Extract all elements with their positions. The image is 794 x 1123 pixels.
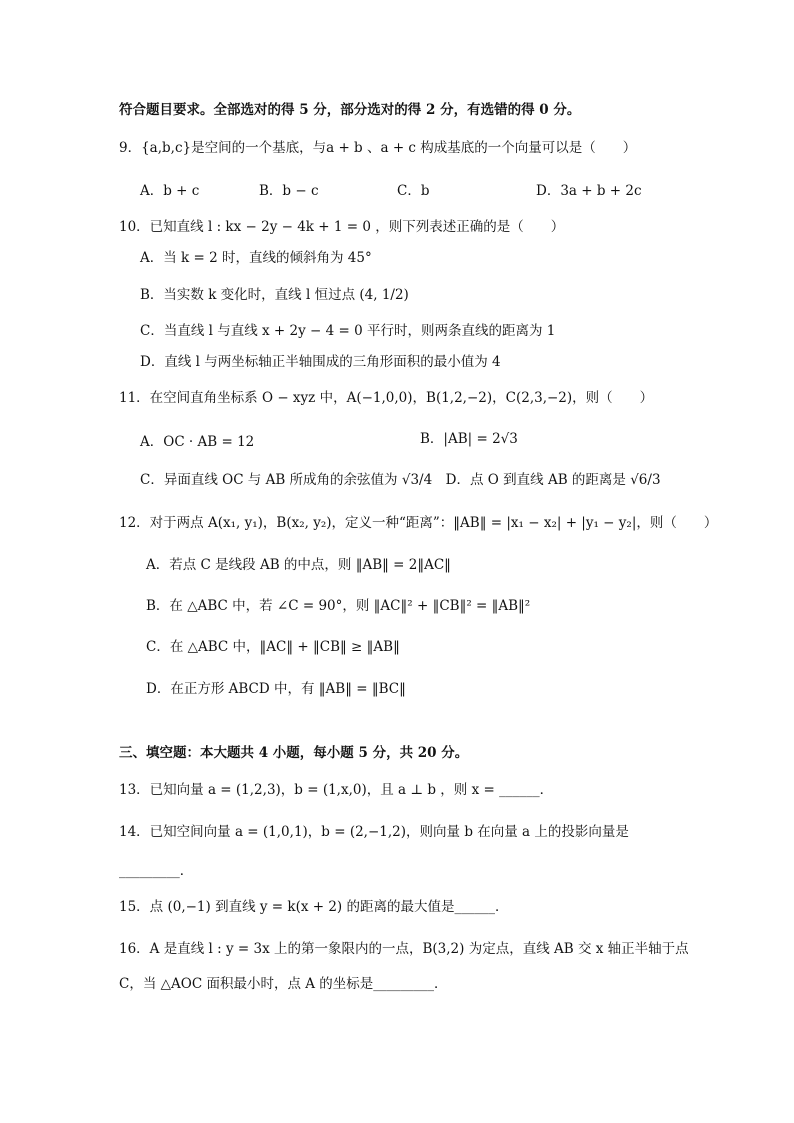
- question-9-option-c: C．b: [397, 183, 430, 199]
- question-14-line-2: _________．: [119, 863, 194, 879]
- question-11-option-b: B．|AB| = 2√3: [420, 431, 518, 447]
- question-10-option-d: D．直线 l 与两坐标轴正半轴围成的三角形面积的最小值为 4: [140, 354, 501, 370]
- question-10-option-a: A．当 k = 2 时，直线的倾斜角为 45°: [140, 250, 372, 266]
- question-9-option-d: D．3a + b + 2c: [536, 183, 642, 199]
- question-10-option-c: C．当直线 l 与直线 x + 2y − 4 = 0 平行时，则两条直线的距离为 1: [140, 323, 556, 339]
- question-15: 15．点 (0,−1) 到直线 y = k(x + 2) 的距离的最大值是______．: [119, 899, 509, 915]
- question-9-option-a: A．b + c: [140, 183, 200, 199]
- question-10-stem: 10．已知直线 l : kx − 2y − 4k + 1 = 0 ，则下列表述正确的是（ ）: [119, 219, 565, 235]
- question-11-option-a: A．OC · AB = 12: [140, 434, 255, 450]
- section-3-heading: 三、填空题：本大题共 4 小题，每小题 5 分，共 20 分。: [119, 745, 469, 761]
- question-9-stem: 9．{a,b,c}是空间的一个基底，与a + b 、a + c 构成基底的一个向量可以是（ ）: [119, 140, 637, 156]
- question-16-line-1: 16．A 是直线 l : y = 3x 上的第一象限内的一点，B(3,2) 为定点，直线 AB 交 x 轴正半轴于点: [119, 941, 689, 957]
- question-13: 13．已知向量 a = (1,2,3)，b = (1,x,0)，且 a ⊥ b ，则 x = ______．: [119, 782, 554, 798]
- question-10-option-b: B．当实数 k 变化时，直线 l 恒过点 (4, 1/2): [140, 287, 409, 303]
- question-12-option-d: D．在正方形 ABCD 中，有 ‖AB‖ = ‖BC‖: [146, 681, 406, 697]
- question-12-option-a: A．若点 C 是线段 AB 的中点，则 ‖AB‖ = 2‖AC‖: [146, 557, 451, 573]
- question-14-line-1: 14．已知空间向量 a = (1,0,1)，b = (2,−1,2)，则向量 b 在向量 a 上的投影向量是: [119, 824, 629, 840]
- question-12-option-b: B．在 △ABC 中，若 ∠C = 90°，则 ‖AC‖² + ‖CB‖² = ‖AB‖²: [146, 598, 531, 614]
- question-16-line-2: C，当 △AOC 面积最小时，点 A 的坐标是_________．: [119, 976, 448, 992]
- question-11-stem: 11．在空间直角坐标系 O − xyz 中，A(−1,0,0)，B(1,2,−2)，C(2,3,−2)，则（ ）: [119, 390, 654, 406]
- question-12-option-c: C．在 △ABC 中，‖AC‖ + ‖CB‖ ≥ ‖AB‖: [146, 639, 400, 655]
- question-11-option-cd: C．异面直线 OC 与 AB 所成角的余弦值为 √3/4 D．点 O 到直线 AB 的距离是 √6/3: [140, 472, 661, 488]
- question-12-stem: 12．对于两点 A(x₁, y₁)，B(x₂, y₂)，定义一种“距离”：‖AB‖ = |x₁ − x₂| + |y₁ − y₂|，则（ ）: [119, 515, 718, 531]
- header-note: 符合题目要求。全部选对的得 5 分，部分选对的得 2 分，有选错的得 0 分。: [119, 102, 581, 118]
- question-9-option-b: B．b − c: [259, 183, 319, 199]
